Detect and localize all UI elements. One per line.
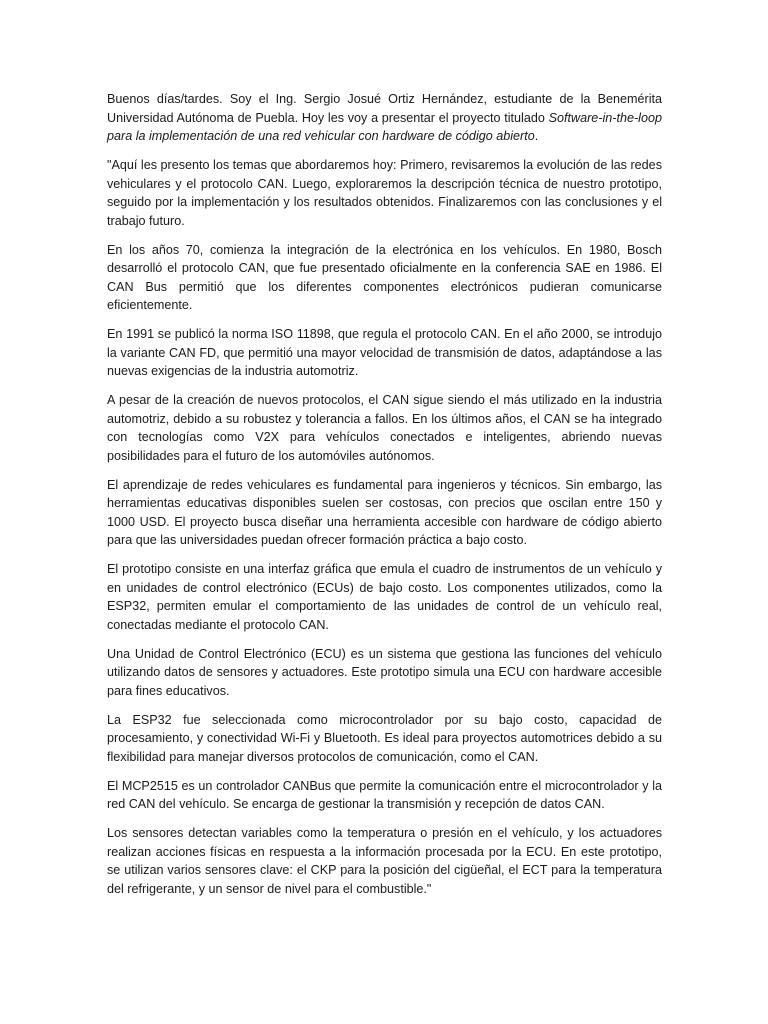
paragraph: El MCP2515 es un controlador CANBus que permite la comunicación entre el microcontrolador y la red CAN del vehículo. Se encarga de gestionar la transmisión y recepción de datos CAN. [107, 778, 662, 812]
paragraph: "Aquí les presento los temas que abordaremos hoy: Primero, revisaremos la evolución de las redes vehiculares y el protocolo CAN. Luego, exploraremos la descripción técnica de nuestro prototipo, seguido por la implementación y los resultados obtenidos. Finalizaremos con las conclusiones y el trabajo futuro. [107, 157, 662, 228]
document-body [107, 90, 662, 898]
paragraph: En los años 70, comienza la integración de la electrónica en los vehículos. En 1980, Bosch desarrolló el protocolo CAN, que fue presentado oficialmente en la conferencia SAE en 1986. El CAN Bus permitió que los diferentes componentes electrónicos pudieran comunicarse eficientemente. [107, 242, 662, 313]
paragraph: Los sensores detectan variables como la temperatura o presión en el vehículo, y los actuadores realizan acciones físicas en respuesta a la información procesada por la ECU. En este prototipo, se utilizan varios sensores clave: el CKP para la posición del cigüeñal, el ECT para la temperatura del refrigerante, y un sensor de nivel para el combustible." [107, 826, 662, 896]
paragraph: Una Unidad de Control Electrónico (ECU) es un sistema que gestiona las funciones del vehículo utilizando datos de sensores y actuadores. Este prototipo simula una ECU con hardware accesible para fines educativos. [107, 646, 662, 698]
paragraph: El aprendizaje de redes vehiculares es fundamental para ingenieros y técnicos. Sin embargo, las herramientas educativas disponibles suelen ser costosas, con precios que oscilan entre 150 y 1000 USD. El proyecto busca diseñar una herramienta accesible con hardware de código abierto para que las universidades puedan ofrecer formación práctica a bajo costo. [107, 477, 662, 548]
paragraph: En 1991 se publicó la norma ISO 11898, que regula el protocolo CAN. En el año 2000, se introdujo la variante CAN FD, que permitió una mayor velocidad de transmisión de datos, adaptándose a las nuevas exigencias de la industria automotriz. [107, 327, 662, 379]
intro-end: . [534, 129, 539, 144]
paragraph: A pesar de la creación de nuevos protocolos, el CAN sigue siendo el más utilizado en la industria automotriz, debido a su robustez y tolerancia a fallos. En los últimos años, el CAN se ha integrado con tecnologías como V2X para vehículos conectados e inteligentes, abriendo nuevas posibilidades para el futuro de los automóviles autónomos. [107, 393, 662, 463]
paragraph: La ESP32 fue seleccionada como microcontrolador por su bajo costo, capacidad de procesamiento, y conectividad Wi-Fi y Bluetooth. Es ideal para proyectos automotrices debido a su flexibilidad para manejar diversos protocolos de comunicación, como el CAN. [107, 712, 662, 764]
paragraph: El prototipo consiste en una interfaz gráfica que emula el cuadro de instrumentos de un vehículo y en unidades de control electrónico (ECUs) de bajo costo. Los componentes utilizados, como la ESP32, permiten emular el comportamiento de las unidades de control de un vehículo real, conectadas mediante el protocolo CAN. [107, 562, 662, 632]
project-title: Software-in-the-loop para la implementación de una red vehicular con hardware de código abierto [107, 110, 662, 144]
intro-text: Buenos días/tardes. Soy el Ing. Sergio Josué Ortiz Hernández, estudiante de la Benemérita Universidad Autónoma de Puebla. Hoy les voy a presentar el proyecto titulado [107, 92, 662, 125]
paragraph-intro [107, 90, 662, 146]
